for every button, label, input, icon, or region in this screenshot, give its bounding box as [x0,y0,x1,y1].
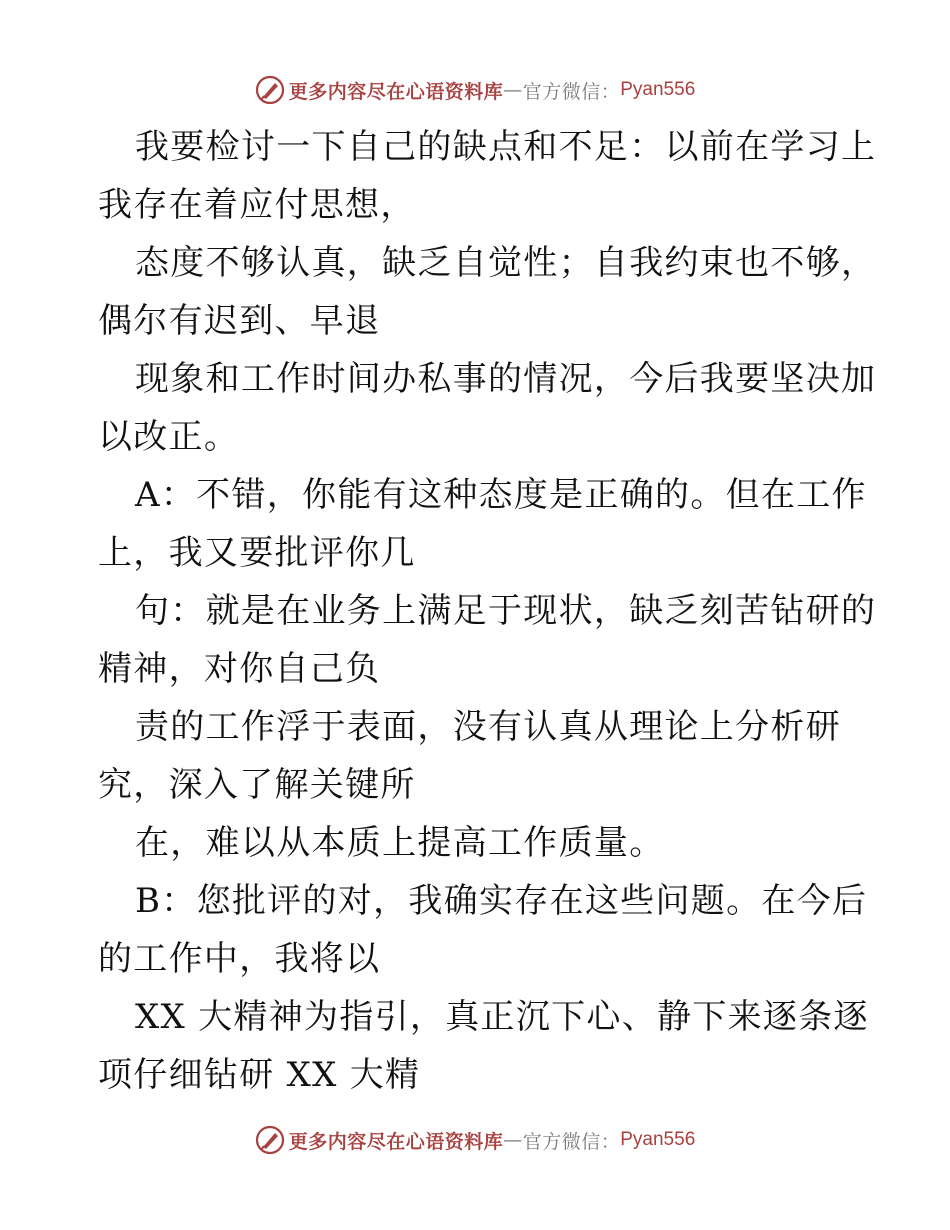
header-wechat-label: 官方微信： [522,80,621,103]
footer-wechat-id: Pyan556 [620,1129,696,1150]
body-line: A：不错，你能有这种态度是正确的。但在工作 [135,475,867,515]
footer-wechat-label: 官方微信： [522,1130,621,1153]
body-line: 句：就是在业务上满足于现状，缺乏刻苦钻研的 [135,591,877,631]
quill-pen-logo-icon [255,75,285,105]
body-line: 以改正。 [98,417,240,457]
body-line: 精神，对你自己负 [98,649,381,689]
body-line: 我存在着应付思想， [98,185,416,225]
header-banner [0,70,950,110]
footer-banner [0,1120,950,1160]
body-line: 责的工作浮于表面，没有认真从理论上分析研 [135,707,841,747]
body-line: XX 大精神为指引，真正沉下心、静下来逐条逐 [135,997,869,1037]
body-line: B：您批评的对，我确实存在这些问题。在今后 [135,881,868,921]
body-line: 究，深入了解关键所 [98,765,416,805]
header-promo-text: 更多内容尽在心语资料库 [288,80,504,103]
body-line: 我要检讨一下自己的缺点和不足：以前在学习上 [135,127,877,167]
body-line: 项仔细钻研 XX 大精 [98,1055,421,1095]
quill-pen-logo-icon [255,1125,285,1155]
body-line: 在，难以从本质上提高工作质量。 [135,823,665,863]
body-line: 偶尔有迟到、早退 [98,301,381,341]
header-dash: — [503,79,523,101]
header-wechat-id: Pyan556 [620,79,696,100]
body-line: 上，我又要批评你几 [98,533,416,573]
body-line: 态度不够认真，缺乏自觉性；自我约束也不够， [135,243,877,283]
body-line: 的工作中，我将以 [98,939,381,979]
footer-promo-text: 更多内容尽在心语资料库 [288,1130,504,1153]
footer-dash: — [503,1129,523,1151]
body-line: 现象和工作时间办私事的情况，今后我要坚决加 [135,359,877,399]
